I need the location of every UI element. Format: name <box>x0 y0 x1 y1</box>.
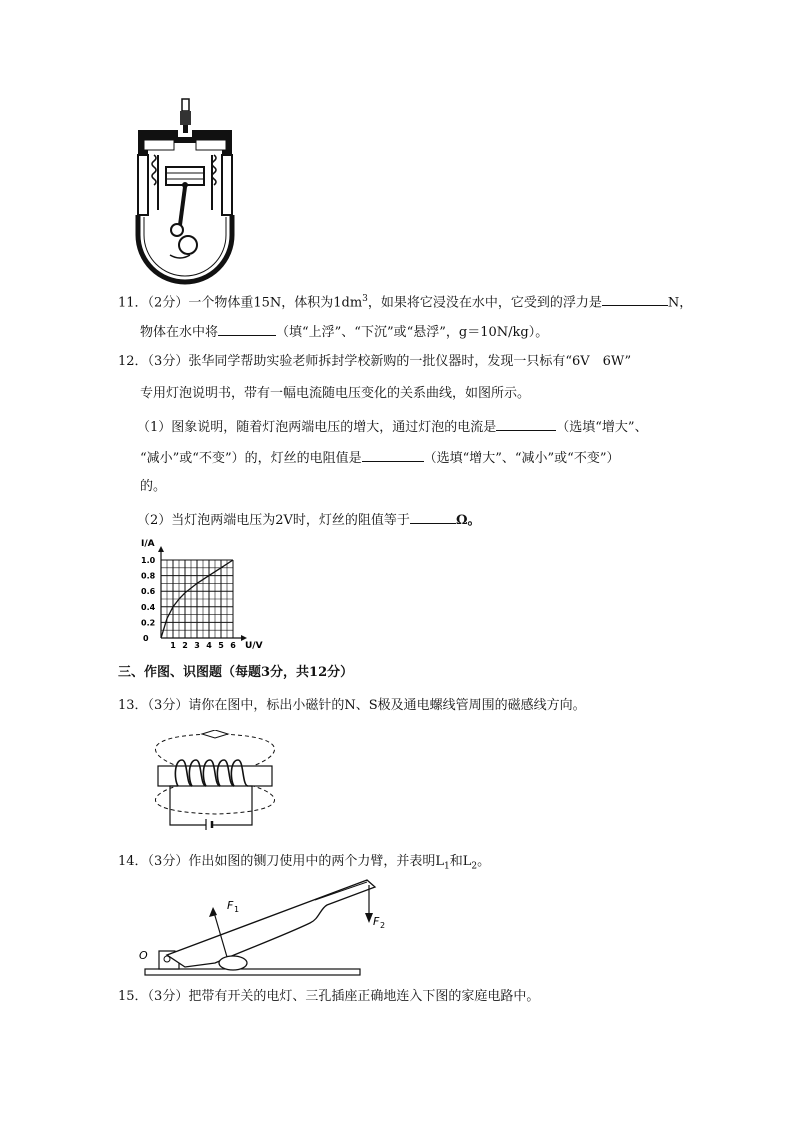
y-tick-label: 0.8 <box>141 571 156 581</box>
x-tick-label: 3 <box>194 641 200 650</box>
y-tick-label: 1.0 <box>141 556 156 565</box>
q11-text-c: N， <box>667 295 693 311</box>
section3-title-text: 三、作图、识图题（每题3分，共12分） <box>118 665 354 680</box>
x-tick-label: 1 <box>170 641 176 650</box>
q12-line4 <box>140 447 619 468</box>
q14-text-a: 14．（3分）作出如图的铡刀使用中的两个力臂，并表明L <box>118 854 444 869</box>
q11-line2 <box>140 321 548 342</box>
q12-line3 <box>137 416 648 437</box>
q12-text-3b: （选填“增大”、 <box>556 420 648 435</box>
q12-line6 <box>137 509 481 530</box>
y-tick-label: 0.2 <box>141 618 156 628</box>
y-tick-label: 0.4 <box>141 602 156 612</box>
y-tick-label: 0 <box>143 634 149 643</box>
q14-sub2: 2 <box>471 861 478 872</box>
y-axis-arrow <box>158 546 164 552</box>
current-voltage-chart <box>135 538 270 658</box>
y-tick-label: 0.6 <box>141 587 156 597</box>
x-tick-label: 5 <box>218 641 224 650</box>
o-label: O <box>139 949 148 962</box>
f1-label: F <box>227 899 234 912</box>
q12-blank-resistance[interactable] <box>362 447 424 462</box>
q12-blank-current[interactable] <box>496 416 556 431</box>
q14-sub1: 1 <box>443 861 450 872</box>
chart-grid <box>158 546 247 641</box>
engine-cylinder-figure <box>130 95 240 285</box>
q12-text-6a: （2）当灯泡两端电压为2V时，灯丝的阻值等于 <box>137 513 410 528</box>
q12-blank-ohm[interactable] <box>410 509 456 524</box>
q12-line1 <box>118 353 631 371</box>
q14-text-c: 。 <box>477 854 491 869</box>
chart-ticks <box>141 556 236 650</box>
f2-label: F <box>373 915 380 928</box>
q11-blank-buoyancy[interactable] <box>602 291 668 306</box>
q12-text-3a: （1）图象说明，随着灯泡两端电压的增大，通过灯泡的电流是 <box>137 420 497 435</box>
x-tick-label: 2 <box>182 641 188 650</box>
solenoid-figure <box>140 730 290 830</box>
guillotine-figure <box>135 875 385 980</box>
q12-line2 <box>140 385 530 403</box>
q11-blank-state[interactable] <box>218 321 276 336</box>
x-tick-label: 6 <box>230 641 236 650</box>
q11-text-e: （填“上浮”、“下沉”或“悬浮”，g＝10N/kg）。 <box>276 325 549 340</box>
q12-line5 <box>140 478 166 496</box>
q14-line <box>118 853 490 876</box>
q14-text-b: 和L <box>449 854 472 869</box>
q12-text-5: 的。 <box>140 479 167 494</box>
q15-text: 15．（3分）把带有开关的电灯、三孔插座正确地连入下图的家庭电路中。 <box>118 989 540 1004</box>
q11-line1 <box>118 290 692 312</box>
q15-line <box>118 988 539 1006</box>
q12-text-2: 专用灯泡说明书，带有一幅电流随电压变化的关系曲线，如图所示。 <box>140 386 531 401</box>
q11-text-a: 11．（2分）一个物体重15N，体积为1dm <box>118 295 363 311</box>
y-axis-label: I/A <box>141 539 155 549</box>
q12-text-6b: Ω。 <box>455 513 481 528</box>
q11-text-d: 物体在水中将 <box>140 325 219 340</box>
q12-text-4b: （选填“增大”、“减小”或“不变”） <box>423 451 620 466</box>
section3-title <box>118 664 353 682</box>
q12-text-1: 12．（3分）张华同学帮助实验老师拆封学校新购的一批仪器时，发现一只标有“6V 6W” <box>118 354 632 369</box>
q11-text-b: ，如果将它浸没在水中，它受到的浮力是 <box>367 295 602 311</box>
q13-text: 13．（3分）请你在图中，标出小磁针的N、S极及通电螺线管周围的磁感线方向。 <box>118 698 586 713</box>
q13-line <box>118 697 586 715</box>
x-axis-label: U/V <box>245 641 263 651</box>
x-tick-label: 4 <box>206 641 212 650</box>
f2-sub: 2 <box>380 921 385 930</box>
q12-text-4a: “减小”或“不变”）的，灯丝的电阻值是 <box>140 451 362 466</box>
q11-sup: 3 <box>362 294 368 304</box>
f1-sub: 1 <box>234 905 240 914</box>
